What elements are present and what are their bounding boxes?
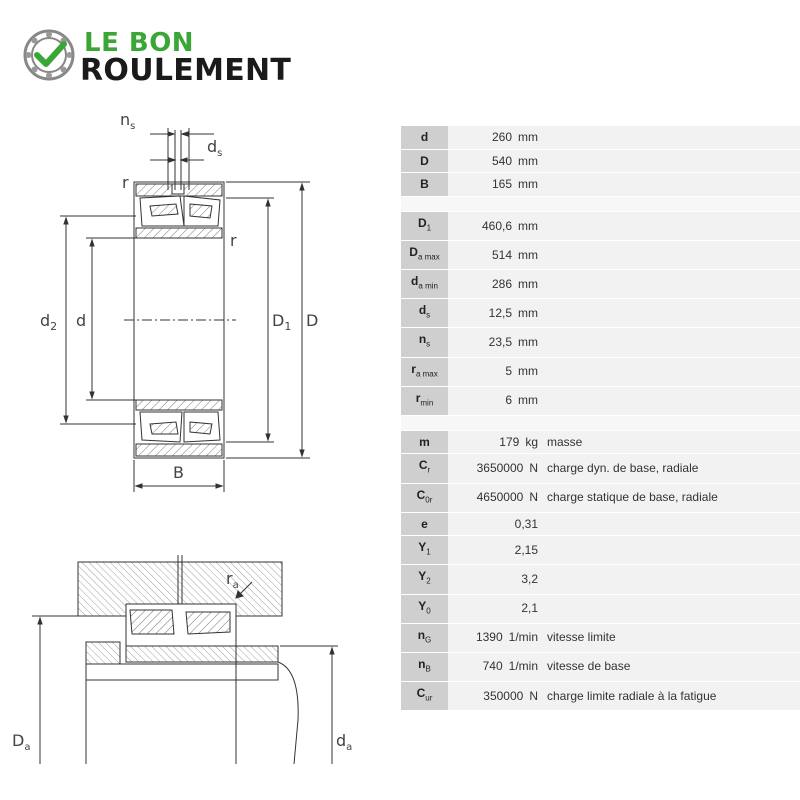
spec-unit: mm <box>518 335 538 350</box>
spec-unit: mm <box>518 306 538 321</box>
spec-symbol: $Y_2$ <box>401 565 448 594</box>
label-d: d <box>76 311 87 330</box>
spec-unit: mm <box>518 247 538 262</box>
spec-description <box>542 126 800 150</box>
spec-description: vitesse de base <box>542 653 800 682</box>
spec-value: 260 mm <box>448 126 542 150</box>
spec-unit: mm <box>518 276 538 291</box>
label-ns: $n_s$ <box>120 110 136 132</box>
label-ra: $r_a$ <box>226 569 239 591</box>
spec-description <box>542 212 800 241</box>
label-r-top: r <box>122 173 129 192</box>
label-r-side: r <box>230 231 237 250</box>
spec-description <box>542 595 800 624</box>
spec-value: 165 mm <box>448 173 542 197</box>
spec-symbol: $n_s$ <box>401 328 448 357</box>
spec-unit: N <box>529 490 538 505</box>
spec-unit: mm <box>518 177 538 192</box>
spec-group-gap <box>401 416 800 431</box>
spec-unit: mm <box>518 130 538 144</box>
spec-table <box>401 126 800 711</box>
label-da: $d_a$ <box>336 731 353 753</box>
spec-symbol: $Y_1$ <box>401 536 448 565</box>
spec-value: 460,6 mm <box>448 212 542 241</box>
label-D: D <box>306 311 319 330</box>
spec-unit: 1/min <box>508 630 538 645</box>
spec-description <box>542 387 800 416</box>
spec-row <box>401 173 800 197</box>
spec-row <box>401 387 800 416</box>
spec-value: 740 1/min <box>448 653 542 682</box>
spec-description <box>542 241 800 270</box>
spec-unit: mm <box>518 153 538 168</box>
spec-unit: N <box>529 688 538 703</box>
spec-row <box>401 484 800 513</box>
spec-unit: mm <box>518 218 538 233</box>
spec-group-gap <box>401 197 800 212</box>
spec-value: 350000 N <box>448 682 542 711</box>
spec-unit: N <box>529 461 538 476</box>
spec-unit: mm <box>518 364 538 379</box>
spec-row <box>401 431 800 455</box>
spec-symbol: d <box>401 126 448 150</box>
spec-symbol: $C_r$ <box>401 454 448 483</box>
spec-value: 23,5 mm <box>448 328 542 357</box>
spec-value: 1390 1/min <box>448 624 542 653</box>
spec-row <box>401 212 800 241</box>
spec-description <box>542 536 800 565</box>
spec-value: 3650000 N <box>448 454 542 483</box>
spec-symbol: $D_{a max}$ <box>401 241 448 270</box>
label-ds: $d_s$ <box>207 137 223 159</box>
spec-unit: 1/min <box>508 659 538 674</box>
spec-row <box>401 241 800 270</box>
spec-value: 2,1 <box>448 595 542 624</box>
spec-symbol: m <box>401 431 448 455</box>
spec-symbol: $r_{min}$ <box>401 387 448 416</box>
spec-symbol: D <box>401 150 448 174</box>
spec-description: charge limite radiale à la fatigue <box>542 682 800 711</box>
spec-value: 0,31 <box>448 513 542 537</box>
spec-row <box>401 565 800 594</box>
spec-value: 3,2 <box>448 565 542 594</box>
spec-value: 179 kg <box>448 431 542 455</box>
spec-unit: kg <box>525 434 538 449</box>
spec-row <box>401 270 800 299</box>
spec-symbol: $Y_0$ <box>401 595 448 624</box>
spec-row <box>401 150 800 174</box>
label-Da: $D_a$ <box>12 731 31 753</box>
spec-description <box>542 328 800 357</box>
spec-description: charge dyn. de base, radiale <box>542 454 800 483</box>
spec-description: masse <box>542 431 800 455</box>
logo-line-2: ROULEMENT <box>80 53 292 88</box>
spec-description: charge statique de base, radiale <box>542 484 800 513</box>
spec-value: 12,5 mm <box>448 299 542 328</box>
spec-value: 4650000 N <box>448 484 542 513</box>
spec-value: 2,15 <box>448 536 542 565</box>
spec-symbol: $C_{ur}$ <box>401 682 448 711</box>
spec-row <box>401 653 800 682</box>
spec-symbol: $n_G$ <box>401 624 448 653</box>
spec-row <box>401 624 800 653</box>
spec-row <box>401 595 800 624</box>
spec-description: vitesse limite <box>542 624 800 653</box>
spec-description <box>542 565 800 594</box>
spec-description <box>542 150 800 174</box>
spec-row <box>401 126 800 150</box>
spec-row <box>401 328 800 357</box>
spec-row <box>401 536 800 565</box>
spec-description <box>542 270 800 299</box>
label-B: B <box>173 463 184 482</box>
spec-row <box>401 513 800 537</box>
spec-row <box>401 358 800 387</box>
spec-description <box>542 173 800 197</box>
spec-symbol: $n_B$ <box>401 653 448 682</box>
top-section-drawing <box>60 128 310 492</box>
spec-symbol: $r_{a max}$ <box>401 358 448 387</box>
spec-row <box>401 299 800 328</box>
spec-symbol: B <box>401 173 448 197</box>
label-D1: $D_1$ <box>272 311 292 333</box>
spec-symbol: $D_1$ <box>401 212 448 241</box>
spec-description <box>542 358 800 387</box>
spec-row <box>401 682 800 711</box>
spec-description <box>542 513 800 537</box>
spec-value: 286 mm <box>448 270 542 299</box>
bottom-mounting-drawing <box>32 555 338 764</box>
spec-value: 514 mm <box>448 241 542 270</box>
label-d2: $d_2$ <box>40 311 58 333</box>
spec-symbol: $d_s$ <box>401 299 448 328</box>
logo-line-1: LE BON <box>84 28 195 58</box>
spec-symbol: $C_{0r}$ <box>401 484 448 513</box>
spec-description <box>542 299 800 328</box>
spec-value: 6 mm <box>448 387 542 416</box>
spec-value: 5 mm <box>448 358 542 387</box>
spec-unit: mm <box>518 393 538 408</box>
spec-symbol: e <box>401 513 448 537</box>
spec-symbol: $d_{a min}$ <box>401 270 448 299</box>
spec-value: 540 mm <box>448 150 542 174</box>
spec-row <box>401 454 800 483</box>
